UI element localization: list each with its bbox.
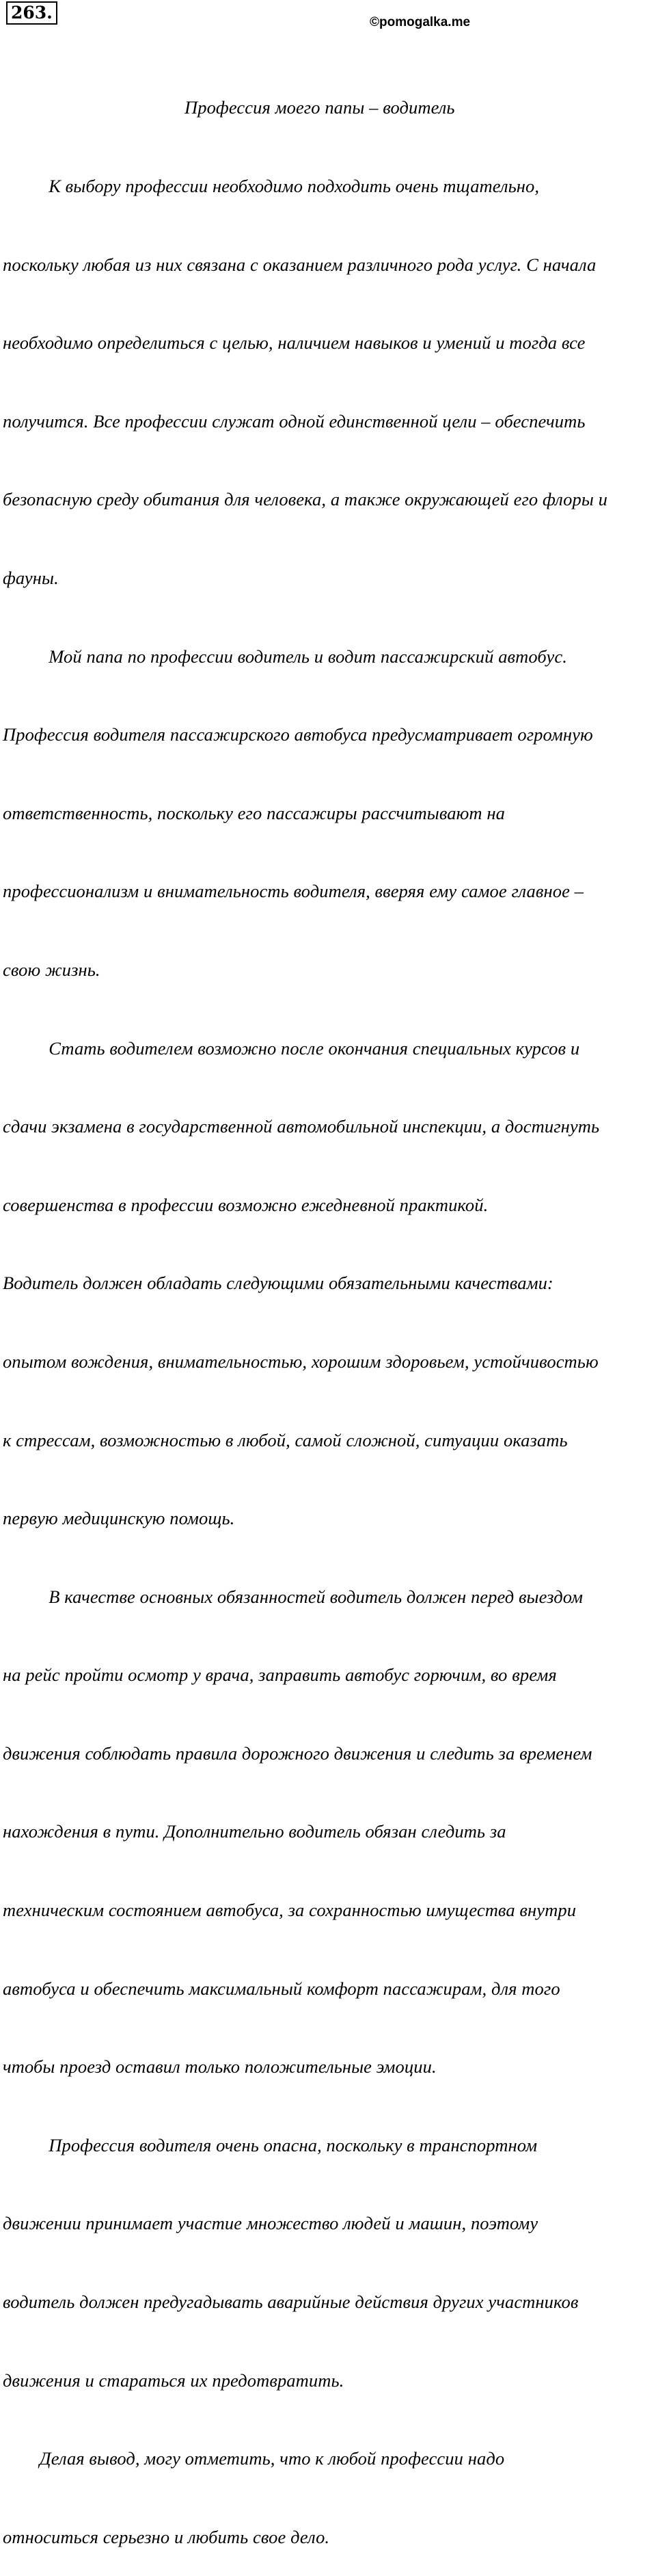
- essay-title: Профессия моего папы – водитель: [184, 97, 455, 118]
- text-line: Профессия водителя очень опасна, поскольку в транспортном: [3, 2134, 538, 2155]
- text-line: первую медицинскую помощь.: [3, 1508, 235, 1529]
- text-line: нахождения в пути. Дополнительно водитель обязан следить за: [3, 1821, 506, 1842]
- text-line: сдачи экзамена в государственной автомобильной инспекции, а достигнуть: [3, 1116, 600, 1137]
- text-line: движении принимает участие множество людей и машин, поэтому: [3, 2213, 538, 2234]
- text-line: опытом вождения, внимательностью, хорошим здоровьем, устойчивостью: [3, 1351, 599, 1372]
- text-line: безопасную среду обитания для человека, а также окружающей его флоры и: [3, 489, 608, 510]
- text-line: поскольку любая из них связана с оказанием различного рода услуг. С начала: [3, 254, 597, 275]
- text-line: ответственность, поскольку его пассажиры рассчитывают на: [3, 802, 505, 823]
- text-line: Водитель должен обладать следующими обязательными качествами:: [3, 1273, 554, 1294]
- text-line: необходимо определиться с целью, наличием навыков и умений и тогда все: [3, 332, 586, 354]
- text-line: свою жизнь.: [3, 959, 100, 980]
- text-line: чтобы проезд оставил только положительные эмоции.: [3, 2056, 437, 2077]
- text-line: техническим состоянием автобуса, за сохранностью имущества внутри: [3, 1900, 577, 1921]
- watermark-text: ©pomogalka.me: [370, 15, 471, 29]
- text-line: на рейс пройти осмотр у врача, заправить автобус горючим, во время: [3, 1664, 557, 1686]
- text-line: водитель должен предугадывать аварийные действия других участников: [3, 2292, 579, 2313]
- essay-text: [3, 42, 655, 2576]
- text-line: Мой папа по профессии водитель и водит пассажирский автобус.: [3, 646, 567, 667]
- text-line: Стать водителем возможно после окончания специальных курсов и: [3, 1037, 580, 1059]
- text-line: к стрессам, возможностью в любой, самой сложной, ситуации оказать: [3, 1429, 568, 1450]
- text-line: профессионализм и внимательность водителя, вверяя ему самое главное –: [3, 881, 584, 902]
- text-line: В качестве основных обязанностей водитель должен перед выездом: [3, 1586, 584, 1607]
- task-number-badge: 263.: [6, 1, 57, 25]
- text-line: движения соблюдать правила дорожного движения и следить за временем: [3, 1742, 592, 1764]
- text-line: движения и стараться их предотвратить.: [3, 2369, 344, 2391]
- text-line: фауны.: [3, 567, 59, 588]
- text-line: Профессия водителя пассажирского автобуса предусматривает огромную: [3, 724, 593, 745]
- text-line: относиться серьезно и любить свое дело.: [3, 2526, 330, 2547]
- text-line: К выбору профессии необходимо подходить очень тщательно,: [3, 176, 540, 196]
- text-line: автобуса и обеспечить максимальный комфорт пассажирам, для того: [3, 1978, 560, 1999]
- text-line: получится. Все профессии служат одной единственной цели – обеспечить: [3, 410, 586, 431]
- text-line: Делая вывод, могу отметить, что к любой профессии надо: [3, 2448, 505, 2469]
- text-line: совершенства в профессии возможно ежедневной практикой.: [3, 1194, 489, 1215]
